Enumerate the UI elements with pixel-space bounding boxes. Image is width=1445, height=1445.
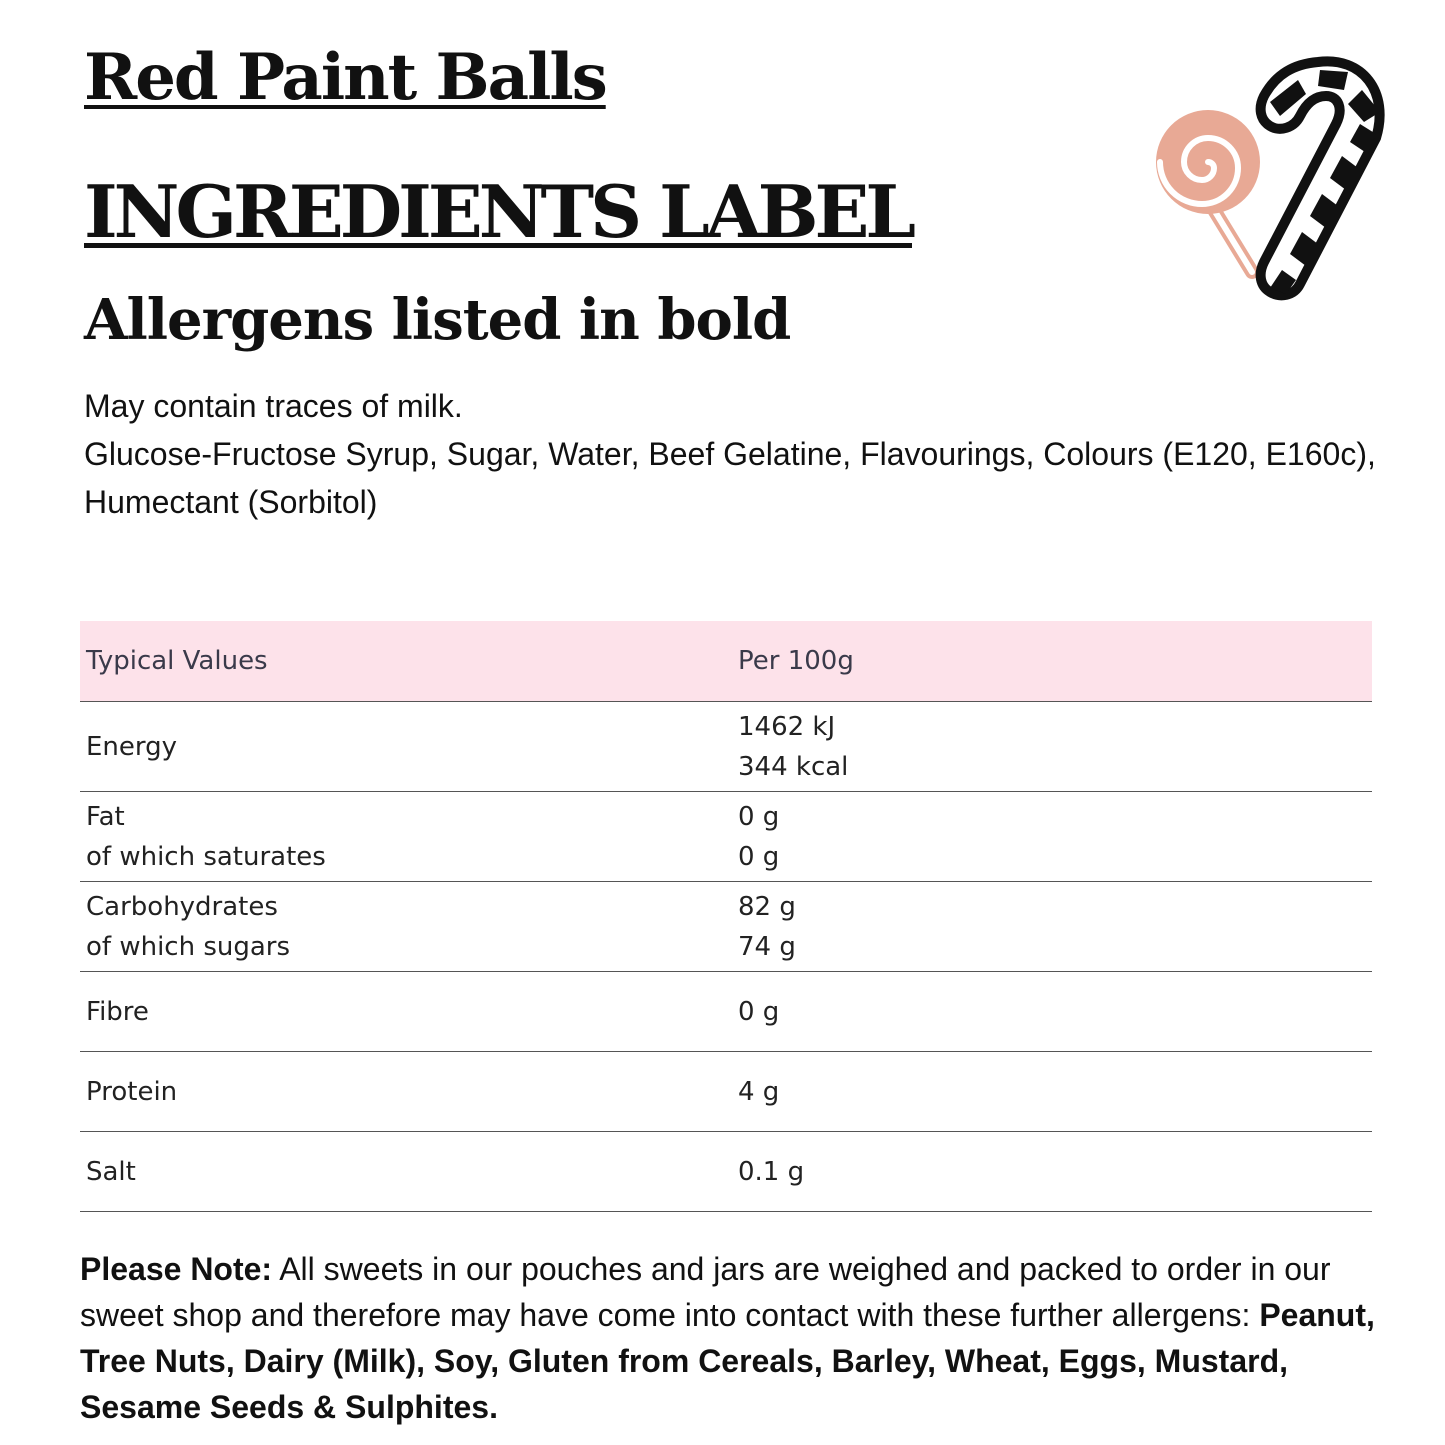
allergen-footer-note — [80, 1246, 1380, 1430]
nutrient-value: 0 g — [732, 972, 1372, 1052]
footer-text: All sweets in our pouches and jars are weighed and packed to order in our sweet shop and therefore may have come into contact with these further allergens: — [80, 1251, 1331, 1333]
table-row — [80, 972, 1372, 1052]
nutrient-value — [732, 702, 1372, 792]
footer-lead: Please Note: — [80, 1251, 273, 1287]
value-main: 0 g — [738, 801, 780, 832]
lollipop-icon — [1156, 110, 1260, 272]
header-per-100g: Per 100g — [732, 621, 1372, 702]
nutrient-value — [732, 792, 1372, 882]
nutrient-name: Fibre — [80, 972, 732, 1052]
table-row — [80, 702, 1372, 792]
table-row — [80, 1052, 1372, 1132]
allergen-note: Allergens listed in bold — [84, 287, 791, 353]
value-kj: 1462 kJ — [738, 711, 836, 742]
value-kcal: 344 kcal — [738, 751, 849, 782]
product-title: Red Paint Balls — [84, 40, 606, 115]
nutrient-label — [80, 882, 732, 972]
footer-allergens: Peanut, Tree Nuts, Dairy (Milk), Soy, Gluten from Cereals, Barley, Wheat, Eggs, Mustard, Sesame Seeds & Sulphites. — [80, 1297, 1375, 1425]
nutrient-name: Energy — [86, 731, 178, 762]
nutrition-header-row — [80, 621, 1372, 702]
nutrient-name: Salt — [80, 1132, 732, 1212]
nutrient-name: Fat — [86, 801, 125, 832]
ingredients-block — [84, 382, 1384, 526]
may-contain-text: May contain traces of milk. — [84, 388, 463, 424]
nutrition-table — [80, 621, 1372, 1212]
nutrient-subname: of which sugars — [86, 931, 291, 962]
table-row — [80, 792, 1372, 882]
nutrient-label — [80, 702, 732, 792]
nutrient-value — [732, 882, 1372, 972]
value-sub: 74 g — [738, 931, 796, 962]
nutrient-name: Carbohydrates — [86, 891, 278, 922]
nutrient-value: 0.1 g — [732, 1132, 1372, 1212]
table-row — [80, 1132, 1372, 1212]
nutrient-name: Protein — [80, 1052, 732, 1132]
sweets-illustration — [1140, 50, 1400, 310]
nutrient-label — [80, 792, 732, 882]
value-sub: 0 g — [738, 841, 780, 872]
nutrient-value: 4 g — [732, 1052, 1372, 1132]
candy-cane-icon — [1261, 61, 1380, 295]
header-typical-values: Typical Values — [80, 621, 732, 702]
label-title: INGREDIENTS LABEL — [84, 169, 912, 254]
ingredients-list: Glucose-Fructose Syrup, Sugar, Water, Beef Gelatine, Flavourings, Colours (E120, E160c), Humectant (Sorbitol) — [84, 436, 1376, 520]
nutrient-subname: of which saturates — [86, 841, 326, 872]
value-main: 82 g — [738, 891, 796, 922]
table-row — [80, 882, 1372, 972]
